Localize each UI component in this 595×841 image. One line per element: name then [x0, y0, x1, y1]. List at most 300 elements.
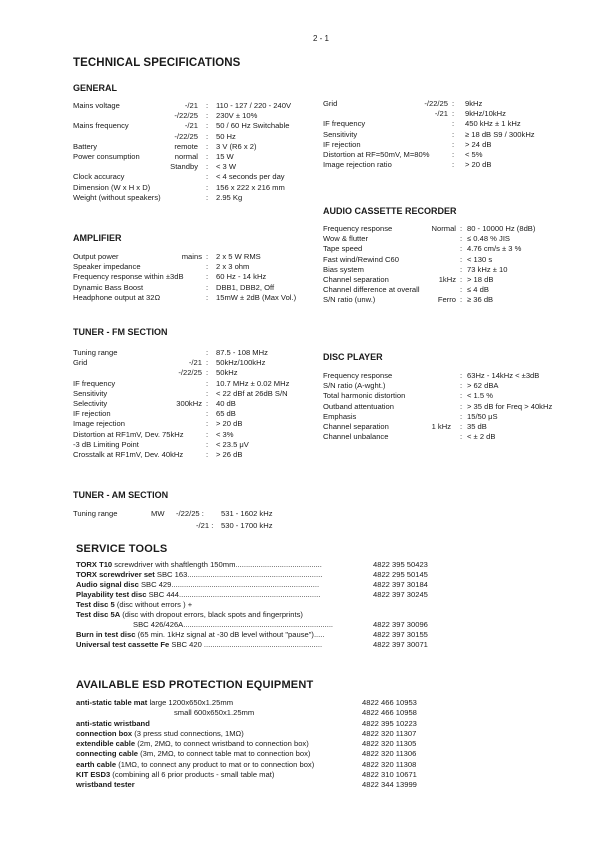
cassette-heading: AUDIO CASSETTE RECORDER	[323, 206, 457, 216]
table-row	[73, 509, 323, 519]
row-label: Sensitivity	[323, 129, 358, 139]
table-row	[323, 130, 583, 140]
colon-separator: :	[452, 129, 455, 139]
row-value: 15/50 μS	[467, 411, 498, 421]
row-label: S/N ratio (A-wght.)	[323, 381, 386, 391]
table-row	[73, 430, 323, 440]
item-detail: small 600x650x1.25mm	[174, 708, 255, 718]
table-row	[73, 121, 323, 131]
row-sub: -/22/25	[174, 131, 198, 141]
table-row	[73, 419, 323, 429]
row-band: MW	[151, 509, 165, 518]
colon-separator: :	[452, 149, 455, 159]
row-sub: 1 kHz	[431, 421, 451, 431]
row-value: 65 dB	[216, 409, 236, 419]
table-row	[323, 255, 583, 265]
service-tools-heading: SERVICE TOOLS	[76, 543, 168, 555]
colon-separator: :	[206, 131, 209, 141]
row-value: DBB1, DBB2, Off	[216, 282, 275, 292]
row-label: Fast wind/Rewind C60	[323, 254, 399, 264]
colon-separator: :	[452, 160, 455, 170]
table-row	[73, 389, 323, 399]
item-name: anti-static wristband	[76, 718, 150, 728]
row-sub: -/21	[434, 109, 448, 119]
row-label: Distortion at RF=50mV, M=80%	[323, 149, 430, 159]
cassette-table	[323, 224, 583, 306]
table-row	[73, 132, 323, 142]
row-label: Headphone output at 32Ω	[73, 292, 161, 302]
colon-separator: :	[452, 99, 455, 108]
table-row	[73, 172, 323, 182]
list-item	[76, 580, 536, 590]
part-number: 4822 395 50423	[373, 560, 428, 569]
row-value: > 20 dB	[216, 419, 243, 429]
row-sub: Ferro	[437, 295, 456, 305]
row-value: 156 x 222 x 216 mm	[216, 182, 285, 192]
tuner-am-table	[73, 509, 323, 531]
item-detail: (65 min. 1kHz signal at -30 dB level without "pause").....	[135, 630, 325, 639]
item-detail: screwdriver with shaftlength 150mm.........................................	[112, 560, 322, 569]
colon-separator: :	[206, 429, 209, 439]
item-name: Universal test cassette Fe	[76, 640, 170, 649]
list-item	[76, 630, 536, 640]
row-sub: -/21	[184, 121, 198, 131]
row-value: 230V ± 10%	[216, 111, 258, 121]
table-row	[323, 391, 583, 401]
list-item	[76, 708, 536, 718]
page-title: TECHNICAL SPECIFICATIONS	[73, 57, 241, 69]
row-label: Channel unbalance	[323, 432, 389, 442]
row-value: > 62 dBA	[467, 381, 499, 391]
item-description	[76, 780, 135, 790]
row-label: IF frequency	[73, 378, 116, 388]
row-label: Total harmonic distortion	[323, 391, 406, 401]
colon-separator: :	[460, 421, 463, 431]
item-name: connection box	[76, 728, 133, 738]
tuner-am-heading: TUNER - AM SECTION	[73, 490, 169, 500]
part-number: 4822 310 10671	[362, 770, 417, 780]
row-value: 4.76 cm/s ± 3 %	[467, 244, 522, 254]
general-table	[73, 101, 323, 203]
row-value: < 3 W	[216, 162, 237, 172]
table-row	[73, 142, 323, 152]
row-label: Wow & flutter	[323, 234, 369, 244]
table-row	[73, 252, 323, 262]
row-value: 80 - 10000 Hz (8dB)	[467, 224, 536, 233]
table-row	[323, 402, 583, 412]
row-label: Bias system	[323, 264, 364, 274]
row-value: ≥ 36 dB	[467, 295, 494, 305]
row-sub: -/22/25	[178, 368, 202, 378]
row-value: 530 - 1700 kHz	[221, 521, 273, 531]
item-detail: (combining all 6 prior products - small table mat)	[110, 770, 275, 780]
table-row	[73, 521, 323, 531]
row-value: 15mW ± 2dB (Max Vol.)	[216, 292, 297, 302]
item-description	[76, 580, 319, 590]
row-label: Grid	[323, 99, 338, 108]
row-sub: Normal	[431, 224, 456, 233]
item-name: anti-static table mat	[76, 698, 148, 707]
list-item	[76, 739, 536, 749]
row-value: ≥ 18 dB S9 / 300kHz	[465, 129, 535, 139]
row-label: Selectivity	[73, 398, 108, 408]
table-row	[73, 283, 323, 293]
row-value: < 1.5 %	[467, 391, 493, 401]
item-description	[76, 600, 192, 610]
item-description	[76, 719, 150, 729]
colon-separator: :	[206, 151, 209, 161]
row-label: Image rejection ratio	[323, 160, 392, 170]
list-item	[76, 780, 536, 790]
row-value: > 35 dB for Freq > 40kHz	[467, 401, 553, 411]
row-label: Tuning range	[73, 509, 118, 518]
list-item	[76, 719, 536, 729]
colon-separator: :	[460, 244, 463, 254]
colon-separator: :	[460, 432, 463, 442]
colon-separator: :	[206, 348, 209, 357]
row-label: Distortion at RF1mV, Dev. 75kHz	[73, 429, 184, 439]
table-row	[323, 422, 583, 432]
item-detail: (1MΩ, to connect any product to mat or to connection box)	[116, 759, 315, 769]
row-value: < 3%	[216, 429, 234, 439]
row-value: 50 / 60 Hz Switchable	[216, 121, 290, 131]
part-number: 4822 397 30096	[373, 620, 428, 629]
row-value: 60 Hz - 14 kHz	[216, 272, 267, 282]
table-row	[73, 368, 323, 378]
colon-separator: :	[460, 371, 463, 380]
row-label: Crosstalk at RF1mV, Dev. 40kHz	[73, 449, 184, 459]
table-row	[73, 440, 323, 450]
part-number: 4822 395 10223	[362, 718, 417, 728]
table-row	[323, 285, 583, 295]
table-row	[73, 111, 323, 121]
table-row	[73, 183, 323, 193]
table-row	[323, 234, 583, 244]
item-detail: (3 press stud connections, 1MΩ)	[132, 728, 244, 738]
list-item	[76, 590, 536, 600]
row-label: Channel separation	[323, 274, 389, 284]
row-label: IF rejection	[73, 409, 111, 419]
part-number: 4822 466 10958	[362, 708, 417, 718]
row-label: IF rejection	[323, 139, 361, 149]
colon-separator: :	[206, 252, 209, 261]
row-value: 87.5 - 108 MHz	[216, 348, 268, 357]
table-row	[323, 224, 583, 234]
disc-heading: DISC PLAYER	[323, 352, 383, 362]
colon-separator: :	[460, 285, 463, 295]
table-row	[323, 265, 583, 275]
amplifier-heading: AMPLIFIER	[73, 233, 122, 243]
item-description	[174, 708, 254, 718]
table-row	[73, 152, 323, 162]
row-value: ≤ 4 dB	[467, 285, 489, 295]
list-item	[76, 620, 536, 630]
esd-table	[76, 698, 536, 791]
colon-separator: :	[206, 141, 209, 151]
row-value: 450 kHz ± 1 kHz	[465, 119, 521, 129]
table-row	[73, 358, 323, 368]
item-description	[76, 749, 310, 759]
row-sub: 1kHz	[438, 274, 456, 284]
list-item	[76, 760, 536, 770]
row-value: 63Hz - 14kHz < ±3dB	[467, 371, 540, 380]
item-detail: (disc without errors ) +	[114, 600, 193, 609]
row-value: 2.95 Kg	[216, 192, 243, 202]
am-continued-table	[323, 99, 583, 170]
colon-separator: :	[460, 391, 463, 401]
colon-separator: :	[460, 411, 463, 421]
item-detail: SBC 444...................................................................	[146, 590, 321, 599]
colon-separator: :	[460, 295, 463, 305]
page-number: 2 - 1	[313, 34, 330, 43]
row-value: 110 - 127 / 220 - 240V	[216, 101, 292, 110]
row-label: Clock accuracy	[73, 172, 125, 182]
table-row	[323, 160, 583, 170]
part-number: 4822 320 11306	[362, 749, 417, 759]
part-number: 4822 397 30155	[373, 630, 428, 639]
part-number: 4822 295 50145	[373, 570, 428, 579]
table-row	[73, 399, 323, 409]
row-value: < 130 s	[467, 254, 493, 264]
colon-separator: :	[452, 139, 455, 149]
item-description	[76, 698, 233, 708]
item-name: earth cable	[76, 759, 117, 769]
row-sub: -/21	[188, 358, 202, 368]
row-label: Dynamic Bass Boost	[73, 282, 144, 292]
colon-separator: :	[460, 254, 463, 264]
row-value: 50 Hz	[216, 131, 236, 141]
item-name: TORX screwdriver set	[76, 570, 155, 579]
item-name: Test disc 5	[76, 600, 115, 609]
row-label: Channel difference at overall	[323, 285, 420, 295]
row-sub: -/22/25	[424, 99, 448, 108]
tuner-fm-table	[73, 348, 323, 460]
row-label: Tape speed	[323, 244, 363, 254]
tuner-fm-heading: TUNER - FM SECTION	[73, 327, 168, 337]
row-label: Channel separation	[323, 421, 389, 431]
row-label: Frequency response	[323, 371, 393, 380]
row-value: 2 x 5 W RMS	[216, 252, 261, 261]
colon-separator: :	[206, 101, 209, 110]
colon-separator: :	[460, 224, 463, 233]
colon-separator: :	[206, 162, 209, 172]
item-name: extendible cable	[76, 739, 136, 749]
row-label: Emphasis	[323, 411, 357, 421]
row-value: 9kHz	[465, 99, 483, 108]
colon-separator: :	[206, 449, 209, 459]
colon-separator: :	[206, 419, 209, 429]
item-detail: (2m, 2MΩ, to connect wristband to connection box)	[135, 739, 309, 749]
item-description	[76, 630, 325, 640]
item-detail: SBC 426/426A.......................................................................	[133, 620, 334, 629]
table-row	[323, 295, 583, 305]
item-description	[133, 620, 333, 630]
row-sub: normal	[174, 151, 198, 161]
list-item	[76, 610, 536, 620]
table-row	[73, 450, 323, 460]
part-number: 4822 320 11308	[362, 759, 417, 769]
colon-separator: :	[206, 398, 209, 408]
item-description	[76, 729, 244, 739]
row-value: 9kHz/10kHz	[465, 109, 506, 119]
row-label: Tuning range	[73, 348, 118, 357]
colon-separator: :	[206, 272, 209, 282]
table-row	[73, 101, 323, 111]
item-description	[76, 640, 322, 650]
row-value: 73 kHz ± 10	[467, 264, 508, 274]
row-value: < 23.5 μV	[216, 439, 249, 449]
item-detail: (disc with dropout errors, black spots and fingerprints)	[120, 610, 303, 619]
row-value: 3 V (R6 x 2)	[216, 141, 257, 151]
colon-separator: :	[206, 282, 209, 292]
row-sub: -/22/25	[174, 111, 198, 121]
colon-separator: :	[206, 368, 209, 378]
item-name: Burn in test disc	[76, 630, 136, 639]
list-item	[76, 570, 536, 580]
row-sub: mains	[181, 252, 202, 261]
table-row	[323, 432, 583, 442]
table-row	[73, 162, 323, 172]
row-value: 531 - 1602 kHz	[221, 509, 273, 518]
colon-separator: :	[452, 119, 455, 129]
item-detail: large 1200x650x1.25mm	[147, 698, 234, 707]
row-value: ≤ 0.48 % JIS	[467, 234, 511, 244]
row-value: < 4 seconds per day	[216, 172, 285, 182]
row-sub: -/22/25 :	[176, 509, 204, 518]
row-label: Frequency response within ±3dB	[73, 272, 184, 282]
esd-heading: AVAILABLE ESD PROTECTION EQUIPMENT	[76, 679, 314, 691]
table-row	[73, 193, 323, 203]
row-label: Mains frequency	[73, 121, 129, 131]
row-value: 15 W	[216, 151, 234, 161]
item-description	[76, 560, 322, 570]
row-sub: -/21	[184, 101, 198, 110]
colon-separator: :	[206, 121, 209, 131]
item-description	[76, 590, 320, 600]
row-value: 40 dB	[216, 398, 236, 408]
table-row	[73, 348, 323, 358]
row-sub: 300kHz	[176, 398, 202, 408]
row-label: S/N ratio (unw.)	[323, 295, 376, 305]
table-row	[73, 293, 323, 303]
row-sub: -/21 :	[196, 521, 214, 531]
table-row	[323, 99, 583, 109]
table-row	[323, 140, 583, 150]
row-value: > 24 dB	[465, 139, 492, 149]
part-number: 4822 320 11305	[362, 739, 417, 749]
part-number: 4822 320 11307	[362, 728, 417, 738]
colon-separator: :	[206, 172, 209, 182]
row-label: Power consumption	[73, 151, 140, 161]
row-value: 35 dB	[467, 421, 487, 431]
row-label: Grid	[73, 358, 88, 368]
colon-separator: :	[460, 381, 463, 391]
service-tools-table	[76, 560, 536, 650]
item-name: Test disc 5A	[76, 610, 121, 619]
row-label: Image rejection	[73, 419, 125, 429]
item-name: Playability test disc	[76, 590, 147, 599]
row-value: < ± 2 dB	[467, 432, 496, 442]
item-description	[76, 739, 309, 749]
colon-separator: :	[206, 262, 209, 272]
colon-separator: :	[460, 274, 463, 284]
table-row	[323, 119, 583, 129]
list-item	[76, 729, 536, 739]
part-number: 4822 466 10953	[362, 698, 417, 707]
list-item	[76, 770, 536, 780]
row-sub: remote	[174, 141, 198, 151]
row-value: 10.7 MHz ± 0.02 MHz	[216, 378, 290, 388]
row-value: 2 x 3 ohm	[216, 262, 250, 272]
row-label: Outband attentuation	[323, 401, 394, 411]
table-row	[323, 244, 583, 254]
amplifier-table	[73, 252, 323, 303]
item-description	[76, 570, 322, 580]
general-heading: GENERAL	[73, 83, 118, 93]
row-label: Weight (without speakers)	[73, 192, 161, 202]
part-number: 4822 397 30071	[373, 640, 428, 649]
row-value: 50kHz/100kHz	[216, 358, 266, 368]
colon-separator: :	[206, 388, 209, 398]
item-detail: (3m, 2MΩ, to connect table mat to connection box)	[138, 749, 311, 759]
colon-separator: :	[206, 182, 209, 192]
row-label: IF frequency	[323, 119, 366, 129]
colon-separator: :	[206, 358, 209, 368]
row-label: Dimension (W x H x D)	[73, 182, 151, 192]
row-value: 50kHz	[216, 368, 238, 378]
row-value: < 22 dBf at 26dB S/N	[216, 388, 288, 398]
disc-table	[323, 371, 583, 442]
colon-separator: :	[206, 439, 209, 449]
row-value: < 5%	[465, 149, 483, 159]
colon-separator: :	[452, 109, 455, 119]
table-row	[323, 381, 583, 391]
row-label: Sensitivity	[73, 388, 108, 398]
row-value: > 26 dB	[216, 449, 243, 459]
colon-separator: :	[206, 192, 209, 202]
colon-separator: :	[460, 234, 463, 244]
table-row	[323, 412, 583, 422]
part-number: 4822 397 30245	[373, 590, 428, 599]
colon-separator: :	[206, 111, 209, 121]
table-row	[323, 150, 583, 160]
row-label: Speaker impedance	[73, 262, 141, 272]
list-item	[76, 698, 536, 708]
list-item	[76, 640, 536, 650]
list-item	[76, 600, 536, 610]
list-item	[76, 749, 536, 759]
row-value: > 20 dB	[465, 160, 492, 170]
colon-separator: :	[206, 378, 209, 388]
item-name: connecting cable	[76, 749, 139, 759]
item-name: TORX T10	[76, 560, 113, 569]
row-label: Mains voltage	[73, 101, 120, 110]
table-row	[73, 272, 323, 282]
table-row	[73, 262, 323, 272]
list-item	[76, 560, 536, 570]
colon-separator: :	[460, 264, 463, 274]
table-row	[73, 409, 323, 419]
item-description	[76, 770, 274, 780]
row-label: Frequency response	[323, 224, 393, 233]
item-description	[76, 610, 303, 620]
part-number: 4822 344 13999	[362, 780, 417, 790]
part-number: 4822 397 30184	[373, 580, 428, 589]
row-value: > 18 dB	[467, 274, 494, 284]
item-description	[76, 760, 314, 770]
row-label: Battery	[73, 141, 98, 151]
row-sub: Standby	[170, 162, 198, 172]
